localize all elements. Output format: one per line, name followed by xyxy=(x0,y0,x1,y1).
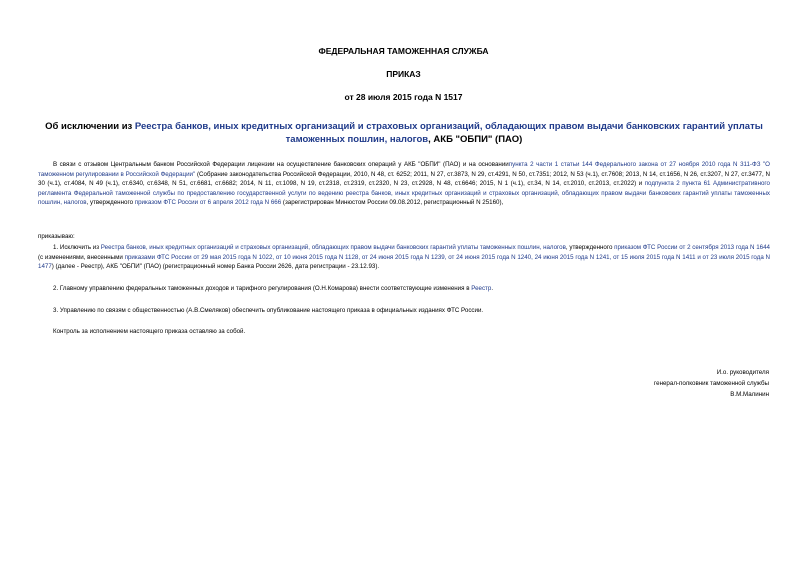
registry-link[interactable]: Реестра банков, иных кредитных организаций и страховых организаций, обладающих правом выдачи банковских гарантий уплаты таможенных пошлин, налогов xyxy=(100,244,566,251)
item-2-text-2: . xyxy=(491,285,494,292)
order-1644-link[interactable]: приказом ФТС России от 2 сентября 2013 года N 1644 xyxy=(614,244,770,251)
agency-name: ФЕДЕРАЛЬНАЯ ТАМОЖЕННАЯ СЛУЖБА xyxy=(318,46,489,56)
signature-name: В.М.Малинин xyxy=(730,391,769,398)
title-prefix: Об исключении из xyxy=(45,121,135,132)
document-date: от 28 июля 2015 года N 1517 xyxy=(344,92,463,102)
regulation-point-61-link[interactable]: подпункта 2 пункта 61 Административного регламента Федеральной таможенной службы по предоставлению государственной услуги по ведению реестра банков, иных кредитных организаций и страховых организаций, обладающих правом выдачи банковских гарантий уплаты таможенных пошлин, налогов xyxy=(38,180,770,207)
title-registry-link[interactable]: Реестра банков, иных кредитных организаций и страховых организаций, обладающих правом выдачи банковских гарантий уплаты таможенных пошлин, налогов xyxy=(134,121,763,145)
document-kind: ПРИКАЗ xyxy=(386,69,421,79)
item-1-text-2: , утвержденного xyxy=(565,244,615,251)
order-word: приказываю: xyxy=(38,233,75,240)
title-suffix: , АКБ "ОБПИ" (ПАО) xyxy=(428,133,523,145)
preamble-text-4: (зарегистрирован Минюстом России 09.08.2012, регистрационный N 25160), xyxy=(281,199,504,207)
signature-block xyxy=(654,367,769,400)
amending-orders-link[interactable]: приказами ФТС России от 29 мая 2015 года N 1022, от 10 июня 2015 года N 1128, от 24 июня 2015 года N 1239, от 24 июня 2015 года N 1240, 24 июня 2015 года N 1241, от 15 июля 2015 года N 1411 и от 23 июля 2015 года N 1477 xyxy=(38,253,770,271)
item-1-text-4: ) (далее - Реестр), АКБ "ОБПИ" (ПАО) (регистрационный номер Банка России 2626, дата регистрации - 23.12.93). xyxy=(51,263,380,271)
item-2-paragraph xyxy=(38,284,770,294)
signature-position: И.о. руководителя xyxy=(716,369,769,376)
item-1-paragraph xyxy=(38,243,770,272)
preamble-paragraph xyxy=(38,160,770,208)
registry-short-link[interactable]: Реестр xyxy=(471,285,492,292)
preamble-text-1: В связи с отзывом Центральным банком Российской Федерации лицензии на осуществление банковских операций у АКБ "ОБПИ" (ПАО) и на основании xyxy=(53,161,509,168)
order-666-link[interactable]: приказом ФТС России от 6 апреля 2012 года N 666 xyxy=(134,199,282,207)
preamble-text-3: , утвержденного xyxy=(86,199,135,207)
preamble-text-2: (Собрание законодательства Российской Федерации, 2010, N 48, ст. 6252; 2011, N 27, ст.3873, N 29, ст.4291, N 50, ст.7351; 2012, N 53 (ч.1), ст.7608; 2013, N 14, ст.1656, N 26, ст.3207, N 27, ст.3477, N 30 (ч.1), ст.4084, N 49 (ч.1), ст.6340, ст.6348, N 51, ст.6681, ст.6682; 2014, N 11, ст.1098, N 19, ст.2318, ст.2319, ст.2320, N 23, ст.2928, N 48, ст.6646; 2015, N 1 (ч.1), ст.34, N 14, ст.2010, ст.2013, ст.2022) и xyxy=(38,170,770,188)
law-311-fz-link[interactable]: пункта 2 части 1 статьи 144 Федерального закона от 27 ноября 2010 года N 311-ФЗ "О таможенном регулировании в Российской Федерации" xyxy=(38,161,770,178)
item-3-paragraph: 3. Управлению по связям с общественностью (А.В.Смеляков) обеспечить опубликование настоящего приказа в официальных изданиях ФТС России. xyxy=(53,307,484,314)
signature-rank: генерал-полковник таможенной службы xyxy=(654,380,769,387)
item-4-paragraph: Контроль за исполнением настоящего приказа оставляю за собой. xyxy=(53,328,246,335)
item-2-text-1: 2. Главному управлению федеральных таможенных доходов и тарифного регулирования (О.Н.Комарова) внести соответствующие изменения в xyxy=(53,285,472,292)
item-1-text-3: (с изменениями, внесенными xyxy=(38,253,125,261)
item-1-text-1: 1. Исключить из xyxy=(53,244,101,251)
document-title xyxy=(32,121,776,146)
